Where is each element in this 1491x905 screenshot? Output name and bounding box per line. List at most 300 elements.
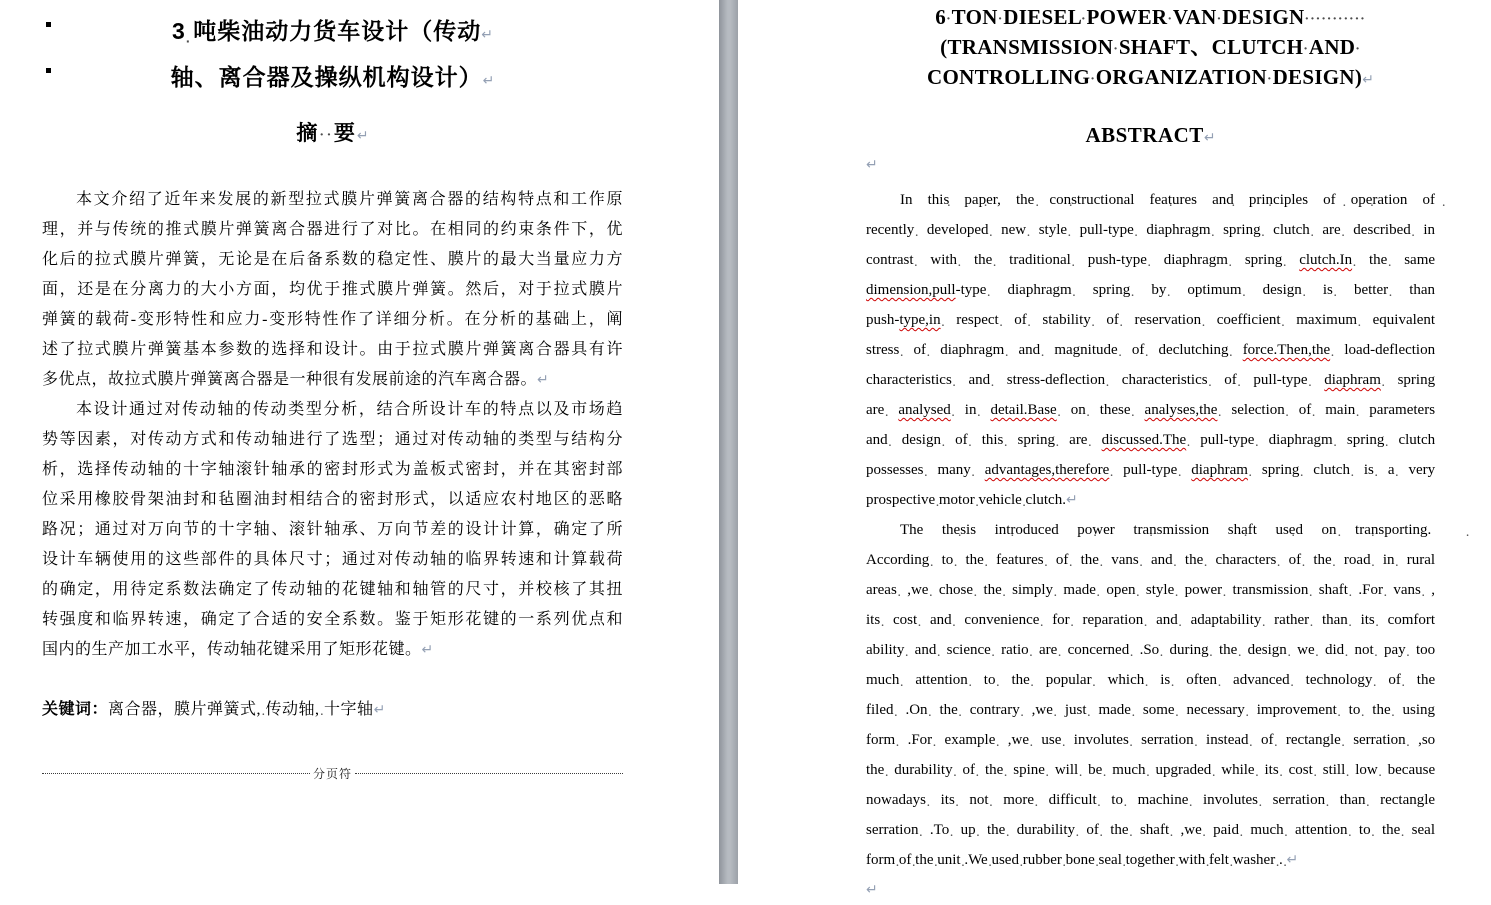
space-mark [1020, 702, 1032, 718]
space-mark [1087, 432, 1101, 448]
space-mark [1391, 702, 1403, 718]
space-mark [941, 432, 955, 448]
space-mark [1072, 282, 1093, 298]
text-segment: · load-deflection [1330, 342, 1435, 358]
paragraph-mark: ↵ [1286, 852, 1299, 868]
space-mark [973, 582, 983, 598]
text-line [42, 515, 623, 545]
space-mark [1228, 252, 1245, 268]
space-mark [1129, 822, 1140, 838]
space-mark [1131, 702, 1143, 718]
space-mark [1143, 612, 1156, 628]
space-mark [1170, 672, 1186, 688]
space-mark [1053, 702, 1065, 718]
space-mark [1003, 762, 1013, 778]
space-mark [1267, 65, 1273, 89]
text-segment: · pull-type · diaphragm · spring · clutch [1186, 432, 1435, 448]
space-mark [929, 552, 941, 568]
text-segment: The · thesis · introduced · power · transmission · shaft · used · on · transporting. · [900, 522, 1435, 538]
page-break-label: 分页符 [313, 767, 353, 781]
text-line [866, 425, 1435, 455]
space-mark [1282, 252, 1299, 268]
space-mark [1400, 822, 1411, 838]
space-mark [1333, 282, 1354, 298]
space-mark [995, 732, 1007, 748]
space-mark [1254, 432, 1268, 448]
space-mark [958, 702, 970, 718]
empty-paragraph-1 [866, 150, 1435, 180]
space-mark [917, 612, 930, 628]
space-mark [320, 701, 325, 718]
space-mark [1383, 582, 1393, 598]
text-segment: stress · of · diaphragm · and · magnitude · of · declutching · [866, 342, 1243, 358]
page-chinese-abstract[interactable] [0, 0, 719, 884]
space-mark [1345, 762, 1355, 778]
text-segment: diaphram [1191, 462, 1248, 478]
space-mark [1068, 552, 1080, 568]
space-mark [1003, 432, 1017, 448]
paragraph-mark: ↵ [481, 27, 493, 43]
space-mark [976, 822, 987, 838]
space-mark [1341, 222, 1354, 238]
abstract-heading-cn [42, 118, 623, 148]
text-segment: prospective · motor · vehicle · clutch. [866, 492, 1066, 508]
text-segment: -type · diaphragm · spring · by · optimum · design · is · better · than [956, 282, 1435, 298]
space-mark [1067, 222, 1080, 238]
space-mark [1387, 252, 1404, 268]
text-line [42, 605, 623, 635]
space-mark [1099, 552, 1111, 568]
space-mark [1308, 192, 1323, 208]
space-mark [1333, 432, 1347, 448]
text-segment: · spring [1381, 372, 1435, 388]
text-segment: are · [866, 402, 898, 418]
space-mark [1431, 522, 1435, 538]
space-mark [1273, 732, 1285, 748]
text-segment: force.Then,the [1242, 342, 1331, 358]
page-break-dotted-line [42, 773, 310, 774]
text-line [866, 725, 1435, 755]
text-segment: nowadays · its · not · more · difficult · to · machine · involutes · serration · than · rectangle [866, 792, 1435, 808]
text-segment: the · durability · of · the · spine · will · be · much · upgraded · while · its · cost · still · low · because [866, 762, 1435, 778]
space-mark [1258, 792, 1273, 808]
space-mark [1096, 582, 1106, 598]
space-mark [1360, 702, 1372, 718]
text-line [866, 845, 1435, 875]
text-segment: its · cost · and · convenience · for · reparation · and · adaptability · rather · than · its · comfort [866, 612, 1435, 628]
space-mark [976, 402, 990, 418]
space-mark [1034, 792, 1049, 808]
text-segment: 国内的生产加工水平，传动轴花键采用了矩形花键。 [42, 641, 422, 658]
space-mark [1302, 282, 1323, 298]
text-line [866, 695, 1435, 725]
text-segment: 述了拉式膜片弹簧基本参数的选择和设计。由于拉式膜片弹簧离合器具有许 [42, 341, 623, 358]
space-mark [1287, 642, 1297, 658]
space-mark [1202, 822, 1213, 838]
space-mark [1348, 822, 1359, 838]
space-mark [1279, 762, 1289, 778]
text-segment: · on · these · [1057, 402, 1145, 418]
space-mark [1388, 282, 1409, 298]
text-segment: and · design · of · this · spring · are · [866, 432, 1102, 448]
space-mark [1059, 522, 1078, 538]
space-mark [1087, 702, 1099, 718]
text-line [866, 62, 1435, 92]
space-mark [955, 792, 970, 808]
space-mark [1129, 642, 1139, 658]
text-line [42, 118, 623, 148]
space-mark [1061, 732, 1073, 748]
space-mark [1374, 642, 1384, 658]
text-segment: 关键词： [42, 701, 109, 718]
space-mark [1134, 222, 1147, 238]
space-mark [1372, 672, 1388, 688]
text-segment: 的确定，用待定系数法确定了传动轴的花键轴和轴管的尺寸，并校核了其扭 [42, 581, 623, 598]
text-segment: 多优点，故拉式膜片弹簧离合器是一种很有发展前途的汽车离合器。 [42, 371, 538, 388]
space-mark [1303, 522, 1322, 538]
text-line [866, 365, 1435, 395]
space-mark [1027, 312, 1043, 328]
text-line [866, 215, 1435, 245]
space-mark [952, 612, 965, 628]
text-line [866, 485, 1435, 515]
text-segment: type,in [899, 312, 941, 328]
text-segment: 势等因素，对传动方式和传动轴进行了选型；通过对传动轴的类型与结构分 [42, 431, 623, 448]
space-mark [1303, 35, 1309, 59]
space-mark [1045, 762, 1055, 778]
text-segment: diaphram [1324, 372, 1381, 388]
space-mark [1134, 192, 1149, 208]
space-mark [1239, 822, 1250, 838]
space-mark [1374, 462, 1388, 478]
abstract-heading-en [866, 120, 1435, 150]
space-mark [1406, 642, 1416, 658]
text-line [866, 395, 1435, 425]
space-mark [904, 642, 914, 658]
text-segment: characteristics · and · stress-deflection · characteristics · of · pull-type · [866, 372, 1324, 388]
space-mark [1175, 852, 1179, 868]
space-mark [1092, 672, 1108, 688]
space-mark [1352, 252, 1369, 268]
space-mark [1275, 852, 1279, 868]
space-mark [952, 372, 969, 388]
text-line [42, 215, 623, 245]
space-mark [1205, 852, 1209, 868]
space-mark [1349, 5, 1355, 29]
empty-paragraph-2 [866, 875, 1435, 905]
text-segment: 3 · 吨柴油动力货车设计（传动 [172, 18, 481, 44]
space-mark [1177, 462, 1191, 478]
page-break-dotted-line [355, 773, 623, 774]
space-mark [1301, 552, 1313, 568]
space-mark [1344, 642, 1354, 658]
space-mark [1029, 732, 1041, 748]
space-mark [1197, 192, 1212, 208]
text-line [866, 515, 1435, 545]
space-mark [1355, 35, 1361, 59]
space-mark [1217, 402, 1231, 418]
space-mark [1283, 852, 1287, 868]
space-mark [1113, 35, 1119, 59]
paragraph-mark: ↵ [1065, 492, 1078, 508]
text-segment: discussed.The [1101, 432, 1187, 448]
space-mark [984, 552, 996, 568]
space-mark [895, 852, 899, 868]
space-mark [1102, 762, 1112, 778]
text-line [866, 785, 1435, 815]
space-mark [327, 121, 334, 145]
space-mark [995, 672, 1011, 688]
space-mark [913, 192, 928, 208]
space-mark [1173, 552, 1185, 568]
space-mark [319, 121, 326, 145]
text-segment: 转强度和临界转速，确定了合适的安全系数。鉴于矩形花键的一系列优点和 [42, 611, 623, 628]
space-mark [1411, 222, 1424, 238]
space-mark [1371, 822, 1382, 838]
space-mark [1381, 372, 1398, 388]
text-line [42, 305, 623, 335]
space-mark [1081, 5, 1087, 29]
space-mark [1315, 642, 1325, 658]
space-mark [1122, 852, 1126, 868]
space-mark [1341, 732, 1353, 748]
space-mark [1284, 822, 1295, 838]
space-mark [1337, 522, 1356, 538]
text-line [42, 455, 623, 485]
space-mark [1337, 702, 1349, 718]
space-mark [923, 522, 942, 538]
paragraph-cn-1 [42, 185, 623, 395]
text-segment: filed · .On · the · contrary · ,we · just · made · some · necessary · improvement · to · the · using [866, 702, 1435, 718]
text-line [866, 545, 1435, 575]
space-mark [1053, 582, 1063, 598]
space-mark [1062, 852, 1066, 868]
text-segment: 路况；通过对万向节的十字轴、滚针轴承、万向节差的设计计算，确定了所 [42, 521, 623, 538]
page-english-abstract[interactable] [738, 0, 1491, 898]
text-line [42, 545, 623, 575]
space-mark [1248, 462, 1262, 478]
space-mark [1336, 192, 1351, 208]
space-mark [1118, 342, 1132, 358]
text-line [42, 575, 623, 605]
space-mark [1131, 402, 1145, 418]
page-break-marker [42, 765, 623, 782]
space-mark [1040, 342, 1054, 358]
text-segment: 6 · TON · DIESEL · POWER · VAN · DESIGN · · · · · · · · · · · [935, 5, 1365, 29]
space-mark [936, 642, 946, 658]
space-mark [1030, 672, 1046, 688]
space-mark [1002, 582, 1012, 598]
text-line [42, 635, 623, 665]
paragraph-en-1 [866, 185, 1435, 515]
space-mark [971, 462, 985, 478]
paragraph-cn-2 [42, 395, 623, 665]
space-mark [1237, 642, 1247, 658]
text-line [42, 425, 623, 455]
space-mark [935, 492, 939, 508]
text-segment: areas · ,we · chose · the · simply · made · open · style · power · transmission · shaft · .For · vans · , [866, 582, 1435, 598]
space-mark [1222, 582, 1232, 598]
heading-bullet [46, 22, 51, 27]
space-mark [914, 222, 927, 238]
space-mark [1211, 762, 1221, 778]
space-mark [1299, 462, 1313, 478]
space-mark [951, 402, 965, 418]
space-mark [1144, 672, 1160, 688]
space-mark [928, 582, 938, 598]
space-mark [1310, 222, 1323, 238]
space-mark [1255, 762, 1265, 778]
space-mark [1044, 552, 1056, 568]
doc-title-en [866, 2, 1435, 92]
space-mark [1139, 552, 1151, 568]
text-segment: form · .For · example · ,we · use · involutes · serration · instead · of · rectangle · serration · ,so [866, 732, 1435, 748]
space-mark [926, 342, 940, 358]
space-mark [946, 5, 952, 29]
paragraph-mark: ↵ [356, 128, 369, 144]
text-line [42, 275, 623, 305]
space-mark [1332, 552, 1344, 568]
text-segment: form · of · the · unit · .We · used · rubber · bone · seal · together · with · felt · washer · . · [866, 852, 1286, 868]
space-mark [989, 222, 1002, 238]
space-mark [1208, 372, 1225, 388]
space-mark [894, 702, 906, 718]
space-mark [913, 252, 930, 268]
space-mark [1276, 552, 1288, 568]
text-segment: 摘 · · 要 [296, 121, 357, 145]
space-mark [1175, 702, 1187, 718]
text-segment: ABSTRACT [1085, 123, 1204, 147]
space-mark [1174, 582, 1184, 598]
space-mark [928, 702, 940, 718]
text-line [866, 875, 1435, 905]
space-mark [934, 852, 938, 868]
text-segment: · in · [951, 402, 991, 418]
text-segment: 离合器，膜片弹簧式, · 传动轴, · 十字轴 [108, 701, 374, 718]
space-mark [1159, 642, 1169, 658]
text-segment: 设计车辆使用的这些部件的具体尺寸；通过对传动轴的临界转速和计算载荷 [42, 551, 623, 568]
space-mark [998, 5, 1004, 29]
space-mark [1211, 222, 1224, 238]
space-mark [1209, 522, 1228, 538]
space-mark [1005, 822, 1016, 838]
space-mark [1285, 402, 1299, 418]
space-mark [968, 432, 982, 448]
space-mark [261, 701, 266, 718]
space-mark [1321, 5, 1327, 29]
space-mark [1257, 522, 1276, 538]
space-mark [1234, 192, 1249, 208]
space-mark [884, 402, 898, 418]
space-mark [1078, 762, 1088, 778]
text-segment: · pull-type · [1109, 462, 1191, 478]
text-segment: advantages,therefore [984, 462, 1110, 478]
text-segment: · spring · clutch · is · a · very [1248, 462, 1435, 478]
space-mark [1019, 852, 1023, 868]
text-segment: ability · and · science · ratio · are · concerned · .So · during · the · design · we · did · not · pay · too [866, 642, 1435, 658]
text-segment: · respect · of · stability · of · reservation · coefficient · maximum · equivalent [941, 312, 1436, 328]
space-mark [999, 312, 1015, 328]
space-mark [1310, 5, 1316, 29]
text-segment: According · to · the · features · of · the · vans · and · the · characters · of · the · road · in · rural [866, 552, 1435, 568]
space-mark [932, 732, 944, 748]
space-mark [991, 642, 1001, 658]
space-mark [1099, 822, 1110, 838]
space-mark [1026, 222, 1039, 238]
text-line [866, 32, 1435, 62]
space-mark [1147, 252, 1164, 268]
space-mark [1330, 342, 1344, 358]
space-mark [1070, 612, 1083, 628]
text-segment: possesses · many · [866, 462, 985, 478]
space-mark [1309, 612, 1322, 628]
space-mark [1169, 822, 1180, 838]
space-mark [990, 372, 1007, 388]
space-mark [1261, 612, 1274, 628]
space-mark [986, 282, 1007, 298]
space-mark [1406, 732, 1418, 748]
text-line [42, 485, 623, 515]
space-mark [1004, 342, 1018, 358]
space-mark [880, 612, 893, 628]
space-mark [899, 672, 915, 688]
space-mark [1186, 432, 1200, 448]
space-mark [186, 18, 193, 44]
paragraph-mark: ↵ [537, 372, 549, 388]
space-mark [949, 192, 964, 208]
space-mark [1115, 522, 1134, 538]
space-mark [1071, 252, 1088, 268]
text-line [866, 455, 1435, 485]
space-mark [988, 852, 992, 868]
text-segment: 化后的拉式膜片弹簧，无论是在后备系数的稳定性、膜片的最大当量应力方 [42, 251, 623, 268]
space-mark [1034, 192, 1049, 208]
text-line [866, 150, 1435, 180]
space-mark [953, 552, 965, 568]
space-mark [1029, 642, 1039, 658]
text-line [866, 275, 1435, 305]
space-mark [1350, 462, 1364, 478]
space-mark [1249, 732, 1261, 748]
space-mark [1261, 222, 1274, 238]
space-mark [1357, 312, 1373, 328]
text-line [866, 755, 1435, 785]
space-mark [1123, 792, 1138, 808]
text-segment: · selection · of · main · parameters [1217, 402, 1435, 418]
space-mark [895, 732, 907, 748]
space-mark [899, 342, 913, 358]
text-segment: 位采用橡胶骨架油封和毡圈油封相结合的密封形式，以适应农村地区的恶略 [42, 491, 623, 508]
space-mark [992, 252, 1009, 268]
paragraph-en-2 [866, 515, 1435, 875]
space-mark [968, 672, 984, 688]
text-segment: In · this · paper, · the · constructional · features · and · principles · of · operation · of [900, 192, 1435, 208]
space-mark [1355, 402, 1369, 418]
space-mark [976, 522, 995, 538]
space-mark [1057, 642, 1067, 658]
space-mark [1144, 342, 1158, 358]
text-segment: 弹簧的载荷-变形特性和应力-变形特性作了详细分析。在分析的基础上，阐 [42, 311, 623, 328]
text-segment: analyses,the [1144, 402, 1218, 418]
space-mark [1378, 762, 1388, 778]
space-mark [1130, 282, 1151, 298]
heading-bullet [46, 68, 51, 73]
text-line [42, 335, 623, 365]
right-page-content [866, 2, 1435, 905]
text-line [866, 605, 1435, 635]
space-mark [1371, 552, 1383, 568]
space-mark [1217, 672, 1233, 688]
